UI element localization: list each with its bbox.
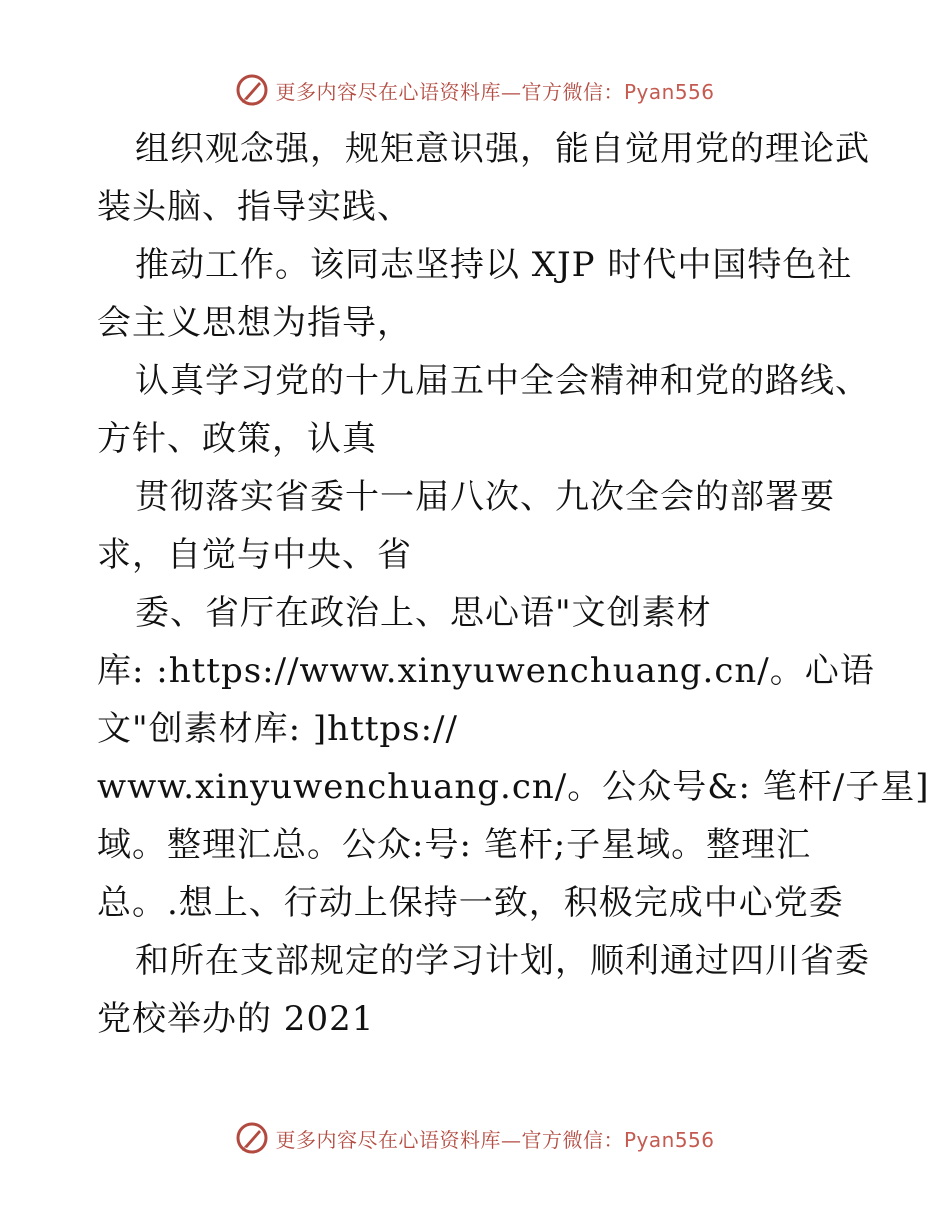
- text-line: www.xinyuwenchuang.cn/。公众号&: 笔杆/子星]: [97, 767, 930, 807]
- text-line: 和所在支部规定的学习计划，顺利通过四川省委: [135, 941, 870, 981]
- header-banner-handle: Pyan556: [623, 79, 715, 104]
- header-banner-main: 更多内容尽在心语资料库—: [275, 79, 522, 104]
- text-line: 认真学习党的十九届五中全会精神和党的路线、: [135, 361, 870, 401]
- text-line: 域。整理汇总。公众:号: 笔杆;子星域。整理汇: [97, 825, 812, 865]
- text-line: 方针、政策，认真: [97, 419, 377, 459]
- text-line: 总。.想上、行动上保持一致，积极完成中心党委: [97, 883, 844, 923]
- document-body: [97, 120, 930, 1048]
- text-line: 装头脑、指导实践、: [97, 187, 412, 227]
- footer-banner-main: 更多内容尽在心语资料库—: [275, 1127, 522, 1152]
- header-banner: [0, 70, 950, 110]
- footer-banner-wechat: 官方微信：: [521, 1127, 624, 1152]
- footer-banner-handle: Pyan556: [623, 1127, 715, 1152]
- header-banner-text: [275, 76, 714, 105]
- text-line: 组织观念强，规矩意识强，能自觉用党的理论武: [135, 129, 870, 169]
- header-banner-wechat: 官方微信：: [521, 79, 624, 104]
- text-line: 贯彻落实省委十一届八次、九次全会的部署要: [135, 477, 835, 517]
- text-line: 委、省厅在政治上、思心语"文创素材: [135, 593, 712, 633]
- text-line: 推动工作。该同志坚持以 XJP 时代中国特色社: [135, 245, 853, 285]
- footer-banner: [0, 1118, 950, 1158]
- quill-logo-icon: [235, 1121, 269, 1155]
- quill-logo-icon: [235, 73, 269, 107]
- footer-banner-text: [275, 1124, 714, 1153]
- text-line: 文"创素材库: ]https://: [97, 709, 458, 749]
- text-line: 党校举办的 2021: [97, 999, 375, 1039]
- text-line: 会主义思想为指导，: [97, 303, 412, 343]
- text-line: 求，自觉与中央、省: [97, 535, 412, 575]
- text-line: 库: :https://www.xinyuwenchuang.cn/。心语: [97, 651, 875, 691]
